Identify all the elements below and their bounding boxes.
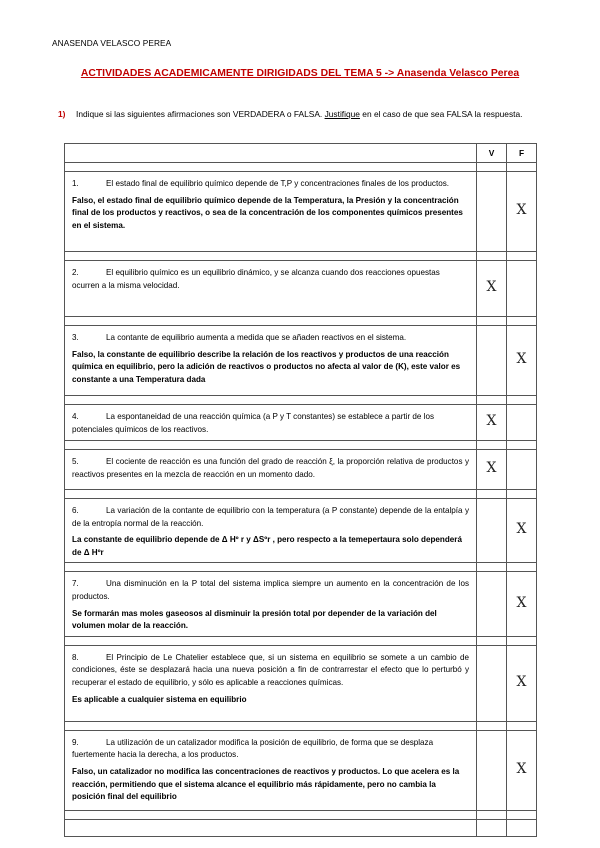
statement-row bbox=[65, 730, 537, 810]
statement-number: 1. bbox=[72, 179, 79, 188]
statement-row bbox=[65, 326, 537, 396]
spacer-cell bbox=[477, 396, 507, 405]
statement-body: El cociente de reacción es una función del grado de reacción ξ, la proporción relativa de productos y reactivos presentes en la mezcla de reacción en un momento dado. bbox=[72, 457, 469, 479]
statement-body: El Principio de Le Chatelier establece que, si un sistema en equilibrio se somete a un cambio de condiciones, éste se desplazará hacia una nueva posición a fin de contrarrestar el efecto que lo perturbó y recuperar el estado de equilibrio, y sólo es aplicable a reacciones químicas. bbox=[72, 652, 469, 687]
justification-text: Se formarán mas moles gaseosos al disminuir la presión total por depender de la variación del volumen molar de la reacción. bbox=[72, 608, 437, 631]
mark-cell-v bbox=[477, 645, 507, 721]
spacer-cell bbox=[507, 163, 537, 172]
spacer-cell bbox=[477, 636, 507, 645]
spacer-cell bbox=[65, 490, 477, 499]
statement-number: 9. bbox=[72, 737, 79, 747]
statement-text bbox=[72, 411, 469, 436]
statement-body: El estado final de equilibrio químico depende de T,P y concentraciones finales de los productos. bbox=[106, 179, 450, 188]
spacer-cell bbox=[477, 490, 507, 499]
table-header-row bbox=[65, 144, 537, 163]
spacer-cell bbox=[477, 163, 507, 172]
statement-number: 5. bbox=[72, 457, 79, 466]
spacer-cell bbox=[507, 490, 537, 499]
spacer-row bbox=[65, 819, 537, 836]
statement-number: 7. bbox=[72, 579, 79, 589]
mark-cell-f bbox=[507, 405, 537, 441]
statement-body: Una disminución en la P total del sistema implica siempre un aumento en la concentración de los productos. bbox=[72, 579, 469, 601]
statement-number: 3. bbox=[72, 333, 79, 342]
statement-text bbox=[72, 332, 469, 345]
spacer-row bbox=[65, 810, 537, 819]
author-name: ANASENDA VELASCO PEREA bbox=[52, 38, 172, 48]
question-underlined: Justifique bbox=[324, 109, 360, 119]
spacer-row bbox=[65, 317, 537, 326]
mark-f: X bbox=[516, 673, 527, 690]
justification-text: La constante de equilibrio depende de Δ Hº r y ΔSºr , pero respecto a la temepertaura solo dependerá de Δ Hºr bbox=[72, 535, 462, 557]
spacer-cell bbox=[477, 441, 507, 450]
spacer-row bbox=[65, 563, 537, 572]
question-number: 1) bbox=[58, 109, 66, 119]
justification-text: Es aplicable a cualquier sistema en equilibrio bbox=[72, 694, 247, 704]
statement-body: La espontaneidad de una reacción química (a P y T constantes) se establece a partir de los potenciales químicos de los reactivos. bbox=[72, 412, 435, 434]
mark-cell-v bbox=[477, 450, 507, 490]
mark-cell-f bbox=[507, 645, 537, 721]
spacer-row bbox=[65, 441, 537, 450]
statement-row bbox=[65, 450, 537, 490]
spacer-cell bbox=[65, 819, 477, 836]
statement-number: 6. bbox=[72, 506, 79, 515]
spacer-cell bbox=[65, 441, 477, 450]
statement-row bbox=[65, 572, 537, 636]
justification-text: Falso, el estado final de equilibrio químico depende de la Temperatura, la Presión y la concentración final de los productos y reactivos, o sea de la concentración de los componentes químicos presentes en el sistema. bbox=[72, 195, 463, 230]
question-text bbox=[76, 108, 546, 120]
spacer-cell bbox=[477, 563, 507, 572]
spacer-cell bbox=[65, 721, 477, 730]
justification-text: Falso, un catalizador no modifica las concentraciones de reactivos y productos. Lo que acelera es la reacción, permitiendo que el sistema alcance el equilibrio más rápidamente, pero no cambia la posición final del equilibrio bbox=[72, 766, 460, 802]
statement-text bbox=[72, 578, 469, 603]
statement-cell bbox=[65, 730, 477, 810]
spacer-cell bbox=[507, 721, 537, 730]
mark-cell-v bbox=[477, 405, 507, 441]
statement-body: La contante de equilibrio aumenta a medida que se añaden reactivos en el sistema. bbox=[106, 333, 407, 342]
spacer-cell bbox=[65, 163, 477, 172]
document-title: ACTIVIDADES ACADEMICAMENTE DIRIGIDADS DEL TEMA 5 -> Anasenda Velasco Perea bbox=[80, 68, 520, 79]
statement-body: El equilibrio químico es un equilibrio dinámico, y se alcanza cuando dos reacciones opuestas ocurren a la misma velocidad. bbox=[72, 268, 440, 290]
mark-cell-f bbox=[507, 499, 537, 563]
spacer-row bbox=[65, 636, 537, 645]
statement-row bbox=[65, 405, 537, 441]
spacer-row bbox=[65, 163, 537, 172]
spacer-cell bbox=[507, 819, 537, 836]
statement-cell bbox=[65, 405, 477, 441]
spacer-cell bbox=[65, 810, 477, 819]
spacer-cell bbox=[477, 810, 507, 819]
statement-row bbox=[65, 172, 537, 252]
spacer-cell bbox=[65, 636, 477, 645]
spacer-row bbox=[65, 490, 537, 499]
spacer-cell bbox=[507, 810, 537, 819]
statement-text bbox=[72, 267, 469, 292]
statement-row bbox=[65, 261, 537, 317]
mark-v: X bbox=[486, 460, 497, 477]
spacer-cell bbox=[477, 317, 507, 326]
spacer-cell bbox=[507, 441, 537, 450]
spacer-cell bbox=[65, 252, 477, 261]
spacer-cell bbox=[507, 396, 537, 405]
spacer-cell bbox=[65, 396, 477, 405]
spacer-cell bbox=[65, 563, 477, 572]
mark-f: X bbox=[516, 760, 527, 777]
statement-body: La utilización de un catalizador modifica la posición de equilibrio, de forma que se desplaza fuertemente hacia la derecha, a los productos. bbox=[72, 737, 434, 760]
spacer-cell bbox=[477, 819, 507, 836]
spacer-cell bbox=[507, 636, 537, 645]
spacer-cell bbox=[477, 721, 507, 730]
mark-cell-v bbox=[477, 326, 507, 396]
statement-row bbox=[65, 645, 537, 721]
mark-cell-v bbox=[477, 261, 507, 317]
header-v: V bbox=[477, 144, 507, 163]
mark-f: X bbox=[516, 351, 527, 368]
statement-cell bbox=[65, 572, 477, 636]
spacer-cell bbox=[65, 317, 477, 326]
statement-text bbox=[72, 456, 469, 481]
spacer-cell bbox=[507, 252, 537, 261]
statement-number: 2. bbox=[72, 268, 79, 277]
header-empty-cell bbox=[65, 144, 477, 163]
statement-cell bbox=[65, 261, 477, 317]
statement-row bbox=[65, 499, 537, 563]
mark-cell-f bbox=[507, 730, 537, 810]
mark-f: X bbox=[516, 521, 527, 538]
statement-cell bbox=[65, 499, 477, 563]
mark-f: X bbox=[516, 594, 527, 611]
statement-text bbox=[72, 737, 469, 762]
statement-cell bbox=[65, 645, 477, 721]
spacer-row bbox=[65, 252, 537, 261]
statement-cell bbox=[65, 450, 477, 490]
justification-text: Falso, la constante de equilibrio describe la relación de los reactivos y productos de una reacción química en equilibrio, pero la adición de reactivos o productos no afecta al valor de (K), este valor es constante a una Temperatura dada bbox=[72, 349, 461, 384]
question-text-before: Indique si las siguientes afirmaciones son VERDADERA o FALSA. bbox=[76, 109, 325, 119]
mark-cell-f bbox=[507, 450, 537, 490]
mark-cell-v bbox=[477, 499, 507, 563]
mark-cell-v bbox=[477, 172, 507, 252]
mark-cell-f bbox=[507, 572, 537, 636]
statement-number: 8. bbox=[72, 652, 79, 662]
question-text-after: en el caso de que sea FALSA la respuesta. bbox=[359, 109, 523, 119]
statement-text bbox=[72, 178, 469, 191]
spacer-cell bbox=[477, 252, 507, 261]
spacer-cell bbox=[507, 563, 537, 572]
mark-f: X bbox=[516, 202, 527, 219]
statement-text bbox=[72, 652, 469, 690]
mark-cell-f bbox=[507, 261, 537, 317]
mark-v: X bbox=[486, 413, 497, 430]
statement-cell bbox=[65, 172, 477, 252]
mark-cell-f bbox=[507, 326, 537, 396]
spacer-row bbox=[65, 721, 537, 730]
mark-cell-v bbox=[477, 572, 507, 636]
spacer-row bbox=[65, 396, 537, 405]
header-f: F bbox=[507, 144, 537, 163]
statements-table bbox=[64, 143, 537, 837]
mark-v: X bbox=[486, 279, 497, 296]
statement-cell bbox=[65, 326, 477, 396]
mark-cell-f bbox=[507, 172, 537, 252]
spacer-cell bbox=[507, 317, 537, 326]
mark-cell-v bbox=[477, 730, 507, 810]
statement-number: 4. bbox=[72, 412, 79, 421]
statement-body: La variación de la contante de equilibrio con la temperatura (a P constante) depende de la entalpía y de la entropía normal de la reacción. bbox=[72, 506, 469, 528]
statement-text bbox=[72, 505, 469, 530]
